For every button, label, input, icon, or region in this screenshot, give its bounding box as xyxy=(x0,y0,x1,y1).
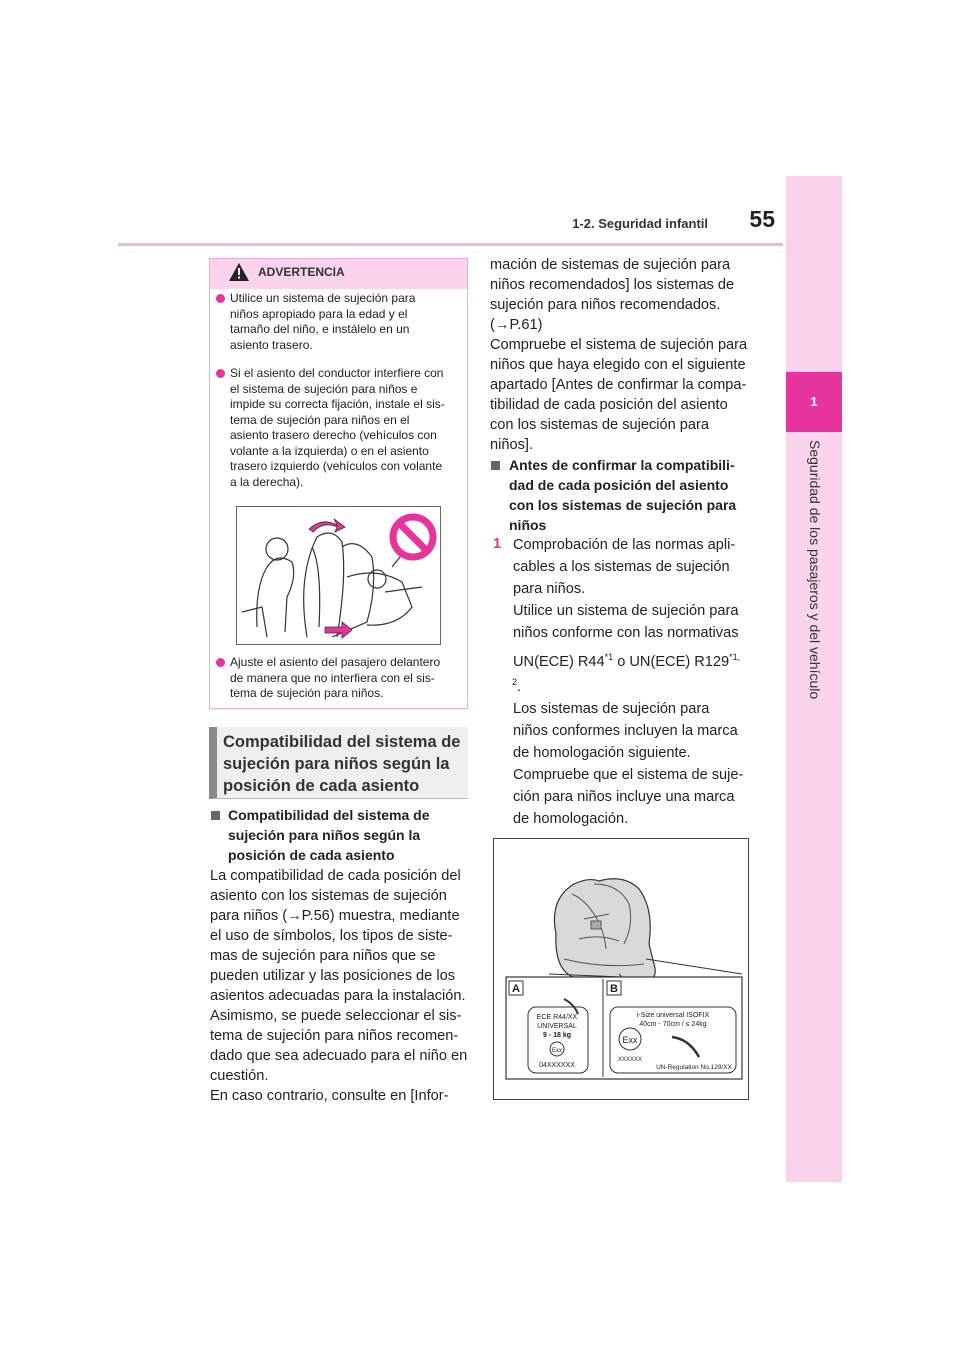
pink-bullet-icon xyxy=(216,658,225,667)
footnote-marker: *1 xyxy=(604,652,614,662)
text-line: de homologación. xyxy=(513,810,629,827)
text-line: Los sistemas de sujeción para xyxy=(513,700,710,717)
text-line: tema de sujeción para niños recomen- xyxy=(210,1028,459,1044)
chapter-number: 1 xyxy=(810,394,818,409)
text-line: para niños. xyxy=(513,581,586,597)
label-a-line-3: 9 - 18 kg xyxy=(542,1032,572,1039)
text-line: asientos adecuadas para la instalación. xyxy=(210,988,466,1004)
text-line: niños]. xyxy=(490,437,533,453)
text-line: tamaño del niño, e instálelo en un xyxy=(230,322,410,336)
text-line: dado que sea adecuado para el niño en xyxy=(210,1048,468,1064)
page-reference-link[interactable]: para niños (→P.56) muestra, mediante xyxy=(210,908,460,924)
chapter-title: Seguridad de los pasajeros y del vehículo xyxy=(807,440,823,700)
text-line: Si el asiento del conductor interfiere con xyxy=(230,366,444,380)
reg-r129: o UN(ECE) R129 xyxy=(613,653,730,670)
child-seat-with-labels-illustration xyxy=(494,839,748,1099)
text-line: asiento trasero. xyxy=(230,337,313,352)
footnote-marker: *1, xyxy=(729,652,741,662)
page-number: 55 xyxy=(749,206,775,232)
pink-bullet-icon xyxy=(216,294,225,303)
label-a-line-1: ECE R44/XX xyxy=(536,1014,578,1021)
heading-line: Compatibilidad del sistema de xyxy=(228,807,430,823)
text-line: niños recomendados] los sistemas de xyxy=(490,277,735,293)
heading-line: niños xyxy=(509,517,547,533)
step-1-text xyxy=(513,534,758,830)
text-line: niños conformes incluyen la marca xyxy=(513,722,738,739)
warning-item-1 xyxy=(216,291,464,353)
warning-item-3 xyxy=(216,655,464,702)
warning-triangle-icon xyxy=(228,262,250,282)
text-line: pueden utilizar y las posiciones de los xyxy=(210,968,455,984)
heading-line: Compatibilidad del sistema de xyxy=(223,733,461,751)
chapter-title-vertical xyxy=(805,440,825,700)
text-line: La compatibilidad de cada posición del xyxy=(210,868,461,884)
text-line: tema de sujeción para niños. xyxy=(230,686,384,700)
chapter-number-tab[interactable] xyxy=(786,372,842,432)
square-bullet-icon xyxy=(491,461,500,470)
text-line: Compruebe que el sistema de suje- xyxy=(513,766,744,783)
text-line: tema de sujeción para niños en el xyxy=(230,412,410,427)
text-line: Utilice un sistema de sujeción para xyxy=(230,291,416,305)
label-b-code: XXXXXX xyxy=(617,1057,643,1063)
text-line: niños conforme con las normativas xyxy=(513,625,739,641)
text-line: tibilidad de cada posición del asiento xyxy=(490,397,728,413)
heading-line: posición de cada asiento xyxy=(228,847,395,863)
text-line: de manera que no interfiera con el sis- xyxy=(230,670,435,685)
text-line: Asimismo, se puede seleccionar el sis- xyxy=(210,1008,462,1024)
text-line: a la derecha). xyxy=(230,474,304,489)
step-number: 1 xyxy=(493,536,502,552)
section-heading xyxy=(223,731,463,797)
heading-line: dad de cada posición del asiento xyxy=(509,477,729,493)
text-line: mación de sistemas de sujeción para xyxy=(490,257,731,273)
label-a-code: 04XXXXXX xyxy=(539,1062,575,1069)
section-header: 1-2. Seguridad infantil xyxy=(572,216,708,231)
text-line: impide su correcta fijación, instale el sis- xyxy=(230,397,445,411)
text-line: con los sistemas de sujeción para xyxy=(490,417,710,433)
regulation-continuation xyxy=(512,671,758,698)
subheading-before-confirming xyxy=(509,455,754,535)
regulation-line xyxy=(513,646,758,673)
reg-r44: UN(ECE) R44 xyxy=(513,653,605,670)
text-fragment: . xyxy=(517,678,522,695)
text-line: En caso contrario, consulte en [Infor- xyxy=(210,1088,449,1104)
pink-bullet-icon xyxy=(216,369,225,378)
label-b-approval-circle: Exx xyxy=(622,1035,638,1045)
text-line: sujeción para niños recomendados. xyxy=(490,297,721,313)
text-line: niños apropiado para la edad y el xyxy=(230,306,408,321)
text-line: niños que haya elegido con el siguiente xyxy=(490,357,746,373)
label-b: B xyxy=(610,983,618,995)
text-line: el uso de símbolos, los tipos de siste- xyxy=(210,928,453,944)
header-rule xyxy=(118,243,783,246)
label-b-line-2: 40cm - 70cm / ≤ 24kg xyxy=(639,1021,707,1028)
text-line: el sistema de sujeción para niños e xyxy=(230,381,418,396)
text-line: Utilice un sistema de sujeción para xyxy=(513,603,739,619)
right-body-text xyxy=(490,255,760,455)
label-a-approval-circle: Exx xyxy=(551,1048,563,1054)
text-line: asiento trasero derecho (vehículos con xyxy=(230,428,437,442)
text-line: volante a la izquierda) o en el asiento xyxy=(230,443,429,458)
subheading-compatibility xyxy=(228,805,468,865)
text-line: de homologación siguiente. xyxy=(513,744,691,761)
heading-line: con los sistemas de sujeción para xyxy=(509,497,737,513)
heading-line: Antes de confirmar la compatibili- xyxy=(509,457,735,473)
warning-item-2 xyxy=(216,366,464,490)
square-bullet-icon xyxy=(211,811,220,820)
label-b-line-1: i-Size universal ISOFIX xyxy=(636,1012,710,1019)
label-b-regulation: UN-Regulation No.129/XX xyxy=(656,1064,732,1071)
warning-illustration xyxy=(236,506,441,645)
text-line: cables a los sistemas de sujeción xyxy=(513,559,730,575)
text-line: cuestión. xyxy=(210,1068,269,1084)
label-a-line-2: UNIVERSAL xyxy=(537,1023,577,1030)
footnote-marker: 2 xyxy=(512,676,518,687)
text-line: asiento con los sistemas de sujeción xyxy=(210,888,447,904)
text-line: Comprobación de las normas apli- xyxy=(513,537,736,553)
text-line: ción para niños incluye una marca xyxy=(513,788,735,805)
approval-mark-figure xyxy=(493,838,749,1100)
text-line: Ajuste el asiento del pasajero delantero xyxy=(230,655,441,669)
warning-title: ADVERTENCIA xyxy=(258,265,345,279)
page-reference-link[interactable]: (→P.61) xyxy=(490,317,543,333)
text-line: mas de sujeción para niños que se xyxy=(210,948,436,964)
left-body-text xyxy=(210,866,472,1106)
text-line: trasero izquierdo (vehículos con volante xyxy=(230,459,443,473)
text-line: apartado [Antes de confirmar la compa- xyxy=(490,377,747,393)
front-seat-interference-illustration xyxy=(237,507,440,644)
heading-line: posición de cada asiento xyxy=(223,777,420,795)
heading-line: sujeción para niños según la xyxy=(228,827,421,843)
text-line: Compruebe el sistema de sujeción para xyxy=(490,337,748,353)
heading-line: sujeción para niños según la xyxy=(223,755,450,773)
label-a: A xyxy=(512,983,520,995)
